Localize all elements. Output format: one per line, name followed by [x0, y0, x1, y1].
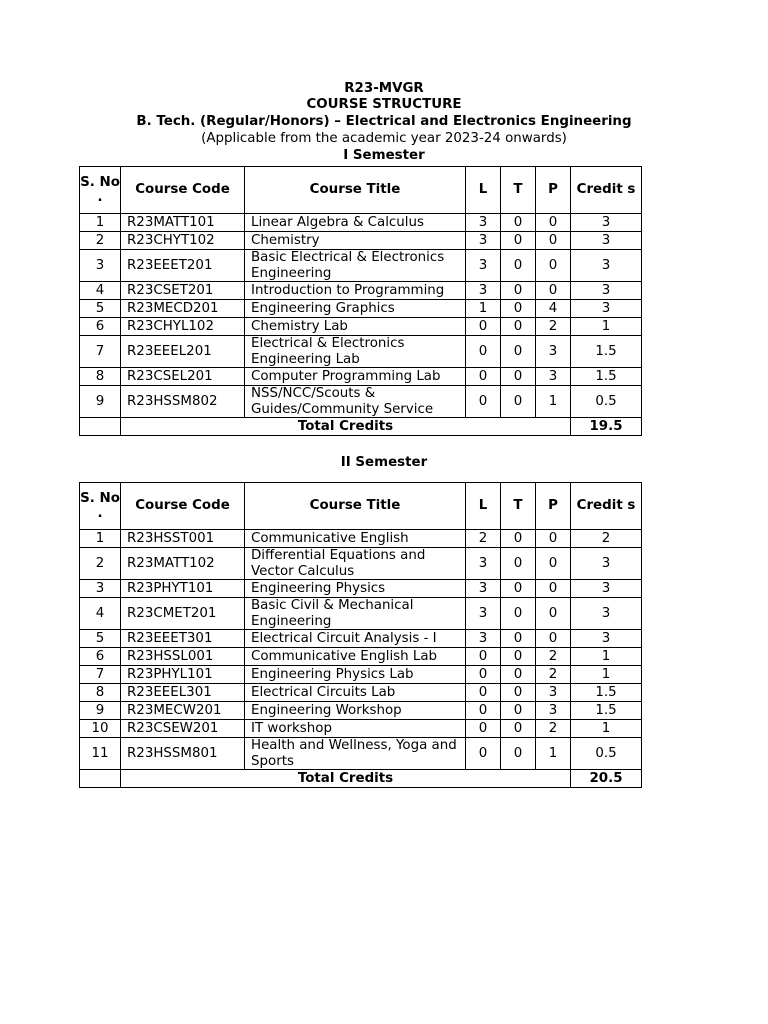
table-row — [80, 548, 642, 580]
course-title-cell: Chemistry — [245, 232, 466, 250]
course-title-cell: IT workshop — [245, 720, 466, 738]
p-cell: 3 — [536, 702, 571, 720]
l-cell: 3 — [466, 232, 501, 250]
l-cell: 0 — [466, 368, 501, 386]
table-header-row — [80, 167, 642, 214]
t-cell: 0 — [501, 702, 536, 720]
col-header-sno: S. No . — [80, 167, 121, 214]
col-header-credits: Credit s — [571, 167, 642, 214]
course-code-cell: R23MATT101 — [121, 214, 245, 232]
table-row — [80, 684, 642, 702]
p-cell: 4 — [536, 300, 571, 318]
total-blank-cell — [80, 418, 121, 436]
total-credits-label: Total Credits — [121, 770, 571, 788]
credits-cell: 1 — [571, 318, 642, 336]
l-cell: 0 — [466, 702, 501, 720]
sno-cell: 2 — [80, 232, 121, 250]
sno-cell: 11 — [80, 738, 121, 770]
l-cell: 0 — [466, 318, 501, 336]
course-code-cell: R23CHYT102 — [121, 232, 245, 250]
p-cell: 0 — [536, 282, 571, 300]
course-title-cell: Engineering Physics — [245, 580, 466, 598]
p-cell: 1 — [536, 386, 571, 418]
course-title-cell: Basic Electrical & Electronics Engineering — [245, 250, 466, 282]
course-title-cell: Communicative English Lab — [245, 648, 466, 666]
course-code-cell: R23CSEW201 — [121, 720, 245, 738]
total-credits-value: 19.5 — [571, 418, 642, 436]
table-row — [80, 666, 642, 684]
p-cell: 0 — [536, 630, 571, 648]
col-header-course-title: Course Title — [245, 483, 466, 530]
t-cell: 0 — [501, 598, 536, 630]
sno-cell: 6 — [80, 648, 121, 666]
credits-cell: 3 — [571, 214, 642, 232]
credits-cell: 0.5 — [571, 386, 642, 418]
course-code-cell: R23HSSM801 — [121, 738, 245, 770]
course-code-cell: R23CSET201 — [121, 282, 245, 300]
table-row — [80, 318, 642, 336]
course-code-cell: R23EEEL201 — [121, 336, 245, 368]
sno-cell: 2 — [80, 548, 121, 580]
table-row — [80, 232, 642, 250]
t-cell: 0 — [501, 530, 536, 548]
table-row — [80, 386, 642, 418]
col-header-credits: Credit s — [571, 483, 642, 530]
sno-cell: 6 — [80, 318, 121, 336]
total-credits-value: 20.5 — [571, 770, 642, 788]
sno-cell: 3 — [80, 580, 121, 598]
sem2-title: II Semester — [340, 455, 428, 470]
credits-cell: 3 — [571, 232, 642, 250]
l-cell: 3 — [466, 580, 501, 598]
t-cell: 0 — [501, 684, 536, 702]
credits-cell: 1 — [571, 720, 642, 738]
credits-cell: 2 — [571, 530, 642, 548]
credits-cell: 1.5 — [571, 336, 642, 368]
table-row — [80, 336, 642, 368]
p-cell: 2 — [536, 666, 571, 684]
sno-cell: 10 — [80, 720, 121, 738]
table-row — [80, 580, 642, 598]
col-header-course-code: Course Code — [121, 483, 245, 530]
course-title-cell: NSS/NCC/Scouts & Guides/Community Service — [245, 386, 466, 418]
table-row — [80, 368, 642, 386]
t-cell: 0 — [501, 720, 536, 738]
course-title-cell: Engineering Physics Lab — [245, 666, 466, 684]
course-title-cell: Chemistry Lab — [245, 318, 466, 336]
course-code-cell: R23CHYL102 — [121, 318, 245, 336]
t-cell: 0 — [501, 250, 536, 282]
credits-cell: 1.5 — [571, 368, 642, 386]
p-cell: 2 — [536, 318, 571, 336]
credits-cell: 1.5 — [571, 684, 642, 702]
sem2-course-table — [79, 482, 642, 788]
p-cell: 3 — [536, 336, 571, 368]
course-title-cell: Computer Programming Lab — [245, 368, 466, 386]
t-cell: 0 — [501, 282, 536, 300]
credits-cell: 3 — [571, 598, 642, 630]
l-cell: 3 — [466, 282, 501, 300]
course-code-cell: R23EEET301 — [121, 630, 245, 648]
sno-cell: 5 — [80, 630, 121, 648]
l-cell: 3 — [466, 214, 501, 232]
course-title-cell: Health and Wellness, Yoga and Sports — [245, 738, 466, 770]
col-header-p: P — [536, 483, 571, 530]
applicability-note: (Applicable from the academic year 2023-24 onwards) — [201, 131, 567, 146]
p-cell: 0 — [536, 580, 571, 598]
course-title-cell: Differential Equations and Vector Calculus — [245, 548, 466, 580]
document-title: COURSE STRUCTURE — [306, 97, 462, 112]
course-title-cell: Engineering Workshop — [245, 702, 466, 720]
total-row — [80, 418, 642, 436]
p-cell: 2 — [536, 720, 571, 738]
p-cell: 2 — [536, 648, 571, 666]
credits-cell: 0.5 — [571, 738, 642, 770]
credits-cell: 3 — [571, 548, 642, 580]
p-cell: 0 — [536, 548, 571, 580]
table-row — [80, 720, 642, 738]
col-header-p: P — [536, 167, 571, 214]
t-cell: 0 — [501, 648, 536, 666]
col-header-course-code: Course Code — [121, 167, 245, 214]
sno-cell: 7 — [80, 666, 121, 684]
course-code-cell: R23MATT102 — [121, 548, 245, 580]
credits-cell: 3 — [571, 250, 642, 282]
program-name: B. Tech. (Regular/Honors) – Electrical and Electronics Engineering — [136, 114, 632, 129]
p-cell: 0 — [536, 598, 571, 630]
l-cell: 3 — [466, 598, 501, 630]
sem1-course-table — [79, 166, 642, 436]
course-code-cell: R23PHYL101 — [121, 666, 245, 684]
table-row — [80, 702, 642, 720]
col-header-sno: S. No . — [80, 483, 121, 530]
table-header-row — [80, 483, 642, 530]
credits-cell: 3 — [571, 580, 642, 598]
total-blank-cell — [80, 770, 121, 788]
sno-cell: 1 — [80, 214, 121, 232]
l-cell: 0 — [466, 336, 501, 368]
l-cell: 2 — [466, 530, 501, 548]
col-header-course-title: Course Title — [245, 167, 466, 214]
sno-cell: 5 — [80, 300, 121, 318]
table-row — [80, 630, 642, 648]
t-cell: 0 — [501, 738, 536, 770]
col-header-l: L — [466, 167, 501, 214]
course-title-cell: Introduction to Programming — [245, 282, 466, 300]
course-code-cell: R23MECD201 — [121, 300, 245, 318]
col-header-l: L — [466, 483, 501, 530]
table-row — [80, 530, 642, 548]
course-code-cell: R23CSEL201 — [121, 368, 245, 386]
sno-cell: 4 — [80, 282, 121, 300]
course-title-cell: Engineering Graphics — [245, 300, 466, 318]
t-cell: 0 — [501, 666, 536, 684]
course-title-cell: Communicative English — [245, 530, 466, 548]
course-code-cell: R23EEET201 — [121, 250, 245, 282]
col-header-t: T — [501, 167, 536, 214]
t-cell: 0 — [501, 336, 536, 368]
course-code-cell: R23MECW201 — [121, 702, 245, 720]
course-title-cell: Electrical & Electronics Engineering Lab — [245, 336, 466, 368]
p-cell: 3 — [536, 368, 571, 386]
sno-cell: 3 — [80, 250, 121, 282]
p-cell: 0 — [536, 530, 571, 548]
p-cell: 0 — [536, 214, 571, 232]
col-header-t: T — [501, 483, 536, 530]
table-row — [80, 300, 642, 318]
total-row — [80, 770, 642, 788]
table-row — [80, 598, 642, 630]
table-row — [80, 214, 642, 232]
credits-cell: 3 — [571, 282, 642, 300]
l-cell: 0 — [466, 720, 501, 738]
credits-cell: 3 — [571, 630, 642, 648]
p-cell: 1 — [536, 738, 571, 770]
p-cell: 0 — [536, 232, 571, 250]
l-cell: 0 — [466, 386, 501, 418]
course-code-cell: R23HSSL001 — [121, 648, 245, 666]
sno-cell: 8 — [80, 684, 121, 702]
credits-cell: 1.5 — [571, 702, 642, 720]
t-cell: 0 — [501, 548, 536, 580]
p-cell: 0 — [536, 250, 571, 282]
l-cell: 0 — [466, 648, 501, 666]
credits-cell: 1 — [571, 666, 642, 684]
course-code-cell: R23PHYT101 — [121, 580, 245, 598]
t-cell: 0 — [501, 318, 536, 336]
total-credits-label: Total Credits — [121, 418, 571, 436]
credits-cell: 3 — [571, 300, 642, 318]
course-title-cell: Basic Civil & Mechanical Engineering — [245, 598, 466, 630]
l-cell: 1 — [466, 300, 501, 318]
course-title-cell: Linear Algebra & Calculus — [245, 214, 466, 232]
t-cell: 0 — [501, 630, 536, 648]
l-cell: 3 — [466, 630, 501, 648]
t-cell: 0 — [501, 580, 536, 598]
l-cell: 0 — [466, 666, 501, 684]
sno-cell: 8 — [80, 368, 121, 386]
l-cell: 0 — [466, 738, 501, 770]
t-cell: 0 — [501, 300, 536, 318]
course-code-cell: R23HSSM802 — [121, 386, 245, 418]
credits-cell: 1 — [571, 648, 642, 666]
sno-cell: 9 — [80, 386, 121, 418]
sno-cell: 1 — [80, 530, 121, 548]
t-cell: 0 — [501, 386, 536, 418]
regulation-code: R23-MVGR — [344, 81, 424, 96]
sno-cell: 7 — [80, 336, 121, 368]
course-code-cell: R23EEEL301 — [121, 684, 245, 702]
sem1-title: I Semester — [343, 148, 425, 163]
l-cell: 0 — [466, 684, 501, 702]
course-title-cell: Electrical Circuit Analysis - I — [245, 630, 466, 648]
p-cell: 3 — [536, 684, 571, 702]
t-cell: 0 — [501, 368, 536, 386]
sno-cell: 4 — [80, 598, 121, 630]
t-cell: 0 — [501, 214, 536, 232]
l-cell: 3 — [466, 548, 501, 580]
table-row — [80, 648, 642, 666]
table-row — [80, 250, 642, 282]
course-title-cell: Electrical Circuits Lab — [245, 684, 466, 702]
l-cell: 3 — [466, 250, 501, 282]
course-code-cell: R23HSST001 — [121, 530, 245, 548]
table-row — [80, 738, 642, 770]
sno-cell: 9 — [80, 702, 121, 720]
course-code-cell: R23CMET201 — [121, 598, 245, 630]
table-row — [80, 282, 642, 300]
t-cell: 0 — [501, 232, 536, 250]
